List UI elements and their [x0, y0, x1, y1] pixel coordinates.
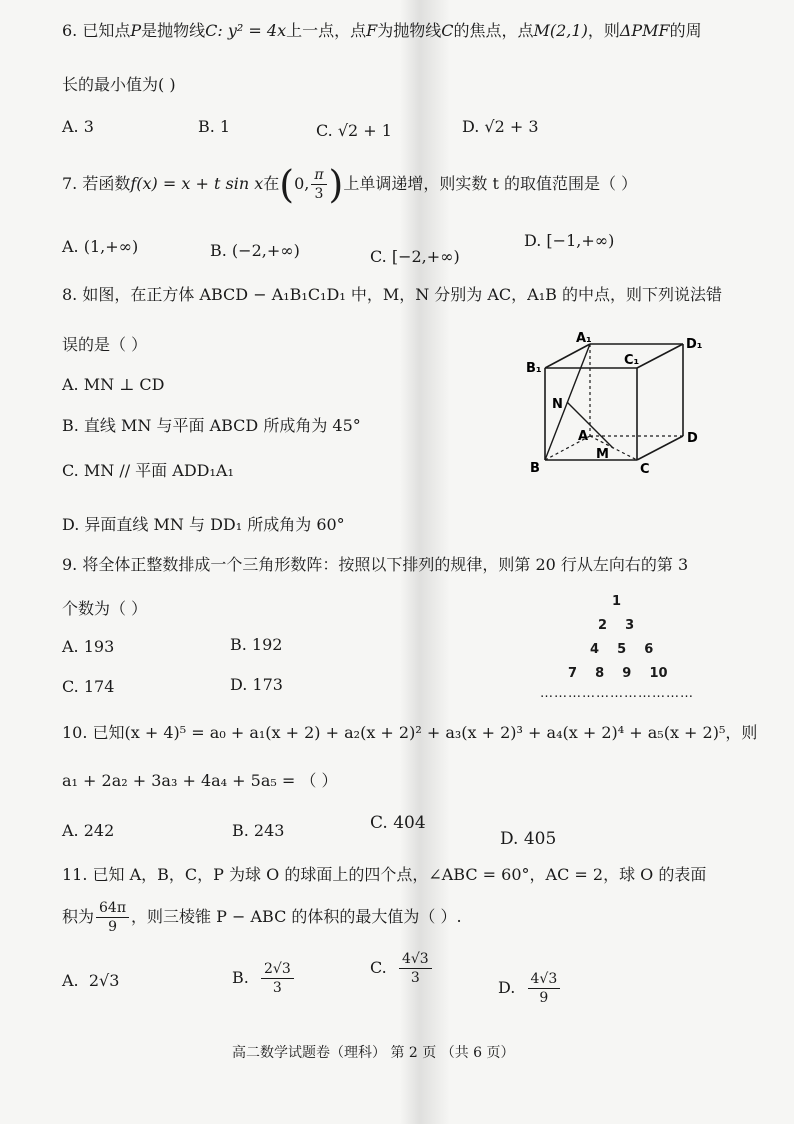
q11-option-b: B. $\frac{2√3}{3}$ [232, 956, 296, 1000]
q8-stem-line2: 误的是（ ） [62, 335, 148, 354]
q10-option-c: C. 404 [370, 813, 426, 833]
q11-stem-line1: 11. 已知 A，B，C，P 为球 O 的球面上的四个点，∠ABC = 60°，AC = 2，球 O 的表面 [62, 865, 707, 884]
q9-option-c: C. 174 [62, 677, 115, 696]
q6-stem-line1: 6. 已知点P是抛物线C: y² = 4x上一点，点F为抛物线C的焦点，点M(2,1)，则ΔPMF的周 [62, 21, 702, 40]
q8-option-a: A. MN ⊥ CD [62, 375, 165, 394]
edge-c-d [637, 436, 683, 460]
edge-c1-d1 [637, 344, 683, 368]
q8-stem-line1: 8. 如图，在正方体 ABCD − A₁B₁C₁D₁ 中，M，N 分别为 AC，A₁B 的中点，则下列说法错 [62, 285, 722, 304]
fig-label-b: B [530, 461, 540, 476]
q10-option-b: B. 243 [232, 821, 285, 840]
fig-label-b1: B₁ [526, 361, 542, 376]
q6-option-c: C. √2 + 1 [316, 121, 392, 140]
q8-option-c: C. MN // 平面 ADD₁A₁ [62, 461, 234, 480]
q7-option-a: A. (1,+∞) [62, 237, 139, 256]
q9-option-a: A. 193 [62, 637, 115, 656]
cube-figure [520, 328, 710, 478]
q9-stem-line2: 个数为（ ） [62, 599, 148, 618]
edge-b1-a1 [545, 344, 590, 368]
fig-label-c: C [640, 462, 650, 477]
q11-stem-line2: 积为 $\frac{64\pi}{9}$ ，则三棱锥 P − ABC 的体积的最大值为（ ）. [62, 900, 462, 935]
fig-label-a1: A₁ [576, 331, 592, 346]
triangle-row-1: 1 [612, 594, 622, 609]
q10-option-d: D. 405 [500, 829, 557, 849]
fig-label-c1: C₁ [624, 353, 640, 368]
q11-option-a: A. 2√3 [62, 971, 120, 990]
q6-option-a: A. 3 [62, 117, 94, 136]
q6-option-b: B. 1 [198, 117, 231, 136]
q7-stem: 7. 若函数f(x) = x + t sin x在(0, $\frac{\pi}{3}$ )上单调递增，则实数 t 的取值范围是（ ） [62, 162, 638, 207]
segment-n-m [567, 402, 613, 448]
q6-stem-line2: 长的最小值为( ) [62, 75, 176, 94]
q10-stem-line1: 10. 已知(x + 4)⁵ = a₀ + a₁(x + 2) + a₂(x + 2)² + a₃(x + 2)³ + a₄(x + 2)⁴ + a₅(x + 2)⁵，则 [62, 723, 758, 742]
fig-label-n: N [552, 397, 563, 412]
page-footer: 高二数学试题卷（理科） 第 2 页 （共 6 页） [232, 1045, 515, 1061]
q9-option-d: D. 173 [230, 675, 283, 694]
triangle-row-3: 4 5 6 [590, 642, 654, 657]
triangle-row-4: 7 8 9 10 [568, 666, 668, 681]
q9-option-b: B. 192 [230, 635, 283, 654]
fig-label-m: M [596, 447, 609, 462]
q11-option-d: D. $\frac{4√3}{9}$ [498, 966, 562, 1010]
q9-stem-line1: 9. 将全体正整数排成一个三角形数阵：按照以下排列的规律，则第 20 行从左向右的第 3 [62, 555, 689, 574]
q7-option-d: D. [−1,+∞) [524, 231, 615, 250]
q8-option-d: D. 异面直线 MN 与 DD₁ 所成角为 60° [62, 515, 345, 534]
fig-label-a: A [578, 429, 589, 444]
q7-option-b: B. (−2,+∞) [210, 241, 300, 260]
q10-option-a: A. 242 [62, 821, 115, 840]
triangle-dots: …………………………… [540, 686, 694, 701]
q8-option-b: B. 直线 MN 与平面 ABCD 所成角为 45° [62, 416, 361, 435]
q10-stem-line2: a₁ + 2a₂ + 3a₃ + 4a₄ + 5a₅ = （ ） [62, 771, 338, 790]
fig-label-d: D [687, 431, 698, 446]
q7-option-c: C. [−2,+∞) [370, 247, 460, 266]
fig-label-d1: D₁ [686, 337, 703, 352]
q11-option-c: C. $\frac{4√3}{3}$ [370, 946, 434, 990]
triangle-row-2: 2 3 [598, 618, 635, 633]
q6-option-d: D. √2 + 3 [462, 117, 539, 136]
